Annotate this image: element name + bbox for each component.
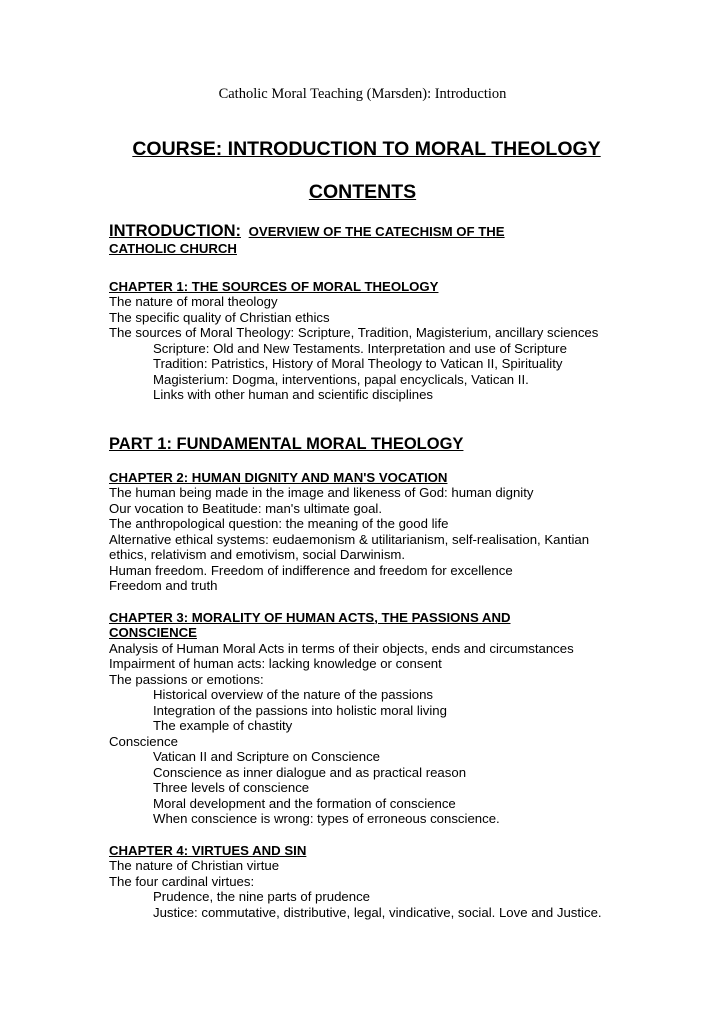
introduction-subtitle-1: OVERVIEW OF THE CATECHISM OF THE <box>248 224 505 239</box>
introduction-subtitle-2: CATHOLIC CHURCH <box>109 241 237 256</box>
indented-item: The example of chastity <box>153 718 293 733</box>
conscience-label: Conscience <box>109 733 178 749</box>
introduction-heading <box>109 222 709 241</box>
running-header: Catholic Moral Teaching (Marsden): Introduction <box>218 86 507 102</box>
list-item: Alternative ethical systems: eudaemonism & utilitarianism, self-realisation, Kantian <box>109 531 590 547</box>
indented-item: Prudence, the nine parts of prudence <box>153 889 371 904</box>
list-item: The nature of moral theology <box>109 294 278 309</box>
indented-item: Conscience as inner dialogue and as practical reason <box>153 764 467 780</box>
course-title-text: COURSE: INTRODUCTION TO MORAL THEOLOGY <box>132 138 601 160</box>
indented-item: When conscience is wrong: types of erroneous conscience. <box>153 811 500 826</box>
contents-heading <box>0 181 725 204</box>
indented-item: Three levels of conscience <box>153 780 310 795</box>
list-item: Freedom and truth <box>109 578 218 593</box>
list-item: The specific quality of Christian ethics <box>109 309 330 325</box>
introduction-label: INTRODUCTION: <box>109 222 241 240</box>
list-item: Impairment of human acts: lacking knowledge or consent <box>109 656 442 671</box>
introduction-subtitle-line-2 <box>109 241 709 257</box>
indented-item: Tradition: Patristics, History of Moral Theology to Vatican II, Spirituality <box>153 356 563 371</box>
indented-item: Vatican II and Scripture on Conscience <box>153 749 381 764</box>
course-title <box>0 138 725 161</box>
indented-item: Scripture: Old and New Testaments. Interpretation and use of Scripture <box>153 340 567 356</box>
contents-heading-text: CONTENTS <box>308 181 417 203</box>
list-item: The passions or emotions: <box>109 671 264 687</box>
list-item: The anthropological question: the meaning of the good life <box>109 516 449 531</box>
indented-item: Magisterium: Dogma, interventions, papal encyclicals, Vatican II. <box>153 371 529 387</box>
indented-item: Integration of the passions into holistic moral living <box>153 702 447 718</box>
indented-item: Historical overview of the nature of the passions <box>153 687 434 702</box>
list-item: ethics, relativism and emotivism, social Darwinism. <box>109 547 406 562</box>
list-item: The human being made in the image and likeness of God: human dignity <box>109 485 534 500</box>
chapter-2-title: CHAPTER 2: HUMAN DIGNITY AND MAN'S VOCATION <box>109 469 448 485</box>
contents-body <box>109 222 709 920</box>
list-item: The sources of Moral Theology: Scripture, Tradition, Magisterium, ancillary sciences <box>109 325 599 340</box>
list-item: The four cardinal virtues: <box>109 873 255 889</box>
chapter-1-title: CHAPTER 1: THE SOURCES OF MORAL THEOLOGY <box>109 278 439 294</box>
list-item: Our vocation to Beatitude: man's ultimate goal. <box>109 500 383 516</box>
list-item: Human freedom. Freedom of indifference and freedom for excellence <box>109 562 513 578</box>
indented-item: Moral development and the formation of conscience <box>153 795 456 811</box>
list-item: Analysis of Human Moral Acts in terms of their objects, ends and circumstances <box>109 640 574 656</box>
indented-item: Links with other human and scientific disciplines <box>153 387 434 402</box>
chapter-3-title-line-1: CHAPTER 3: MORALITY OF HUMAN ACTS, THE PASSIONS AND <box>109 609 511 625</box>
list-item: The nature of Christian virtue <box>109 858 280 873</box>
indented-item: Justice: commutative, distributive, legal, vindicative, social. Love and Justice. <box>153 904 602 920</box>
part-1-title: PART 1: FUNDAMENTAL MORAL THEOLOGY <box>109 434 464 453</box>
chapter-4-title: CHAPTER 4: VIRTUES AND SIN <box>109 842 307 858</box>
chapter-3-title-line-2: CONSCIENCE <box>109 625 197 640</box>
